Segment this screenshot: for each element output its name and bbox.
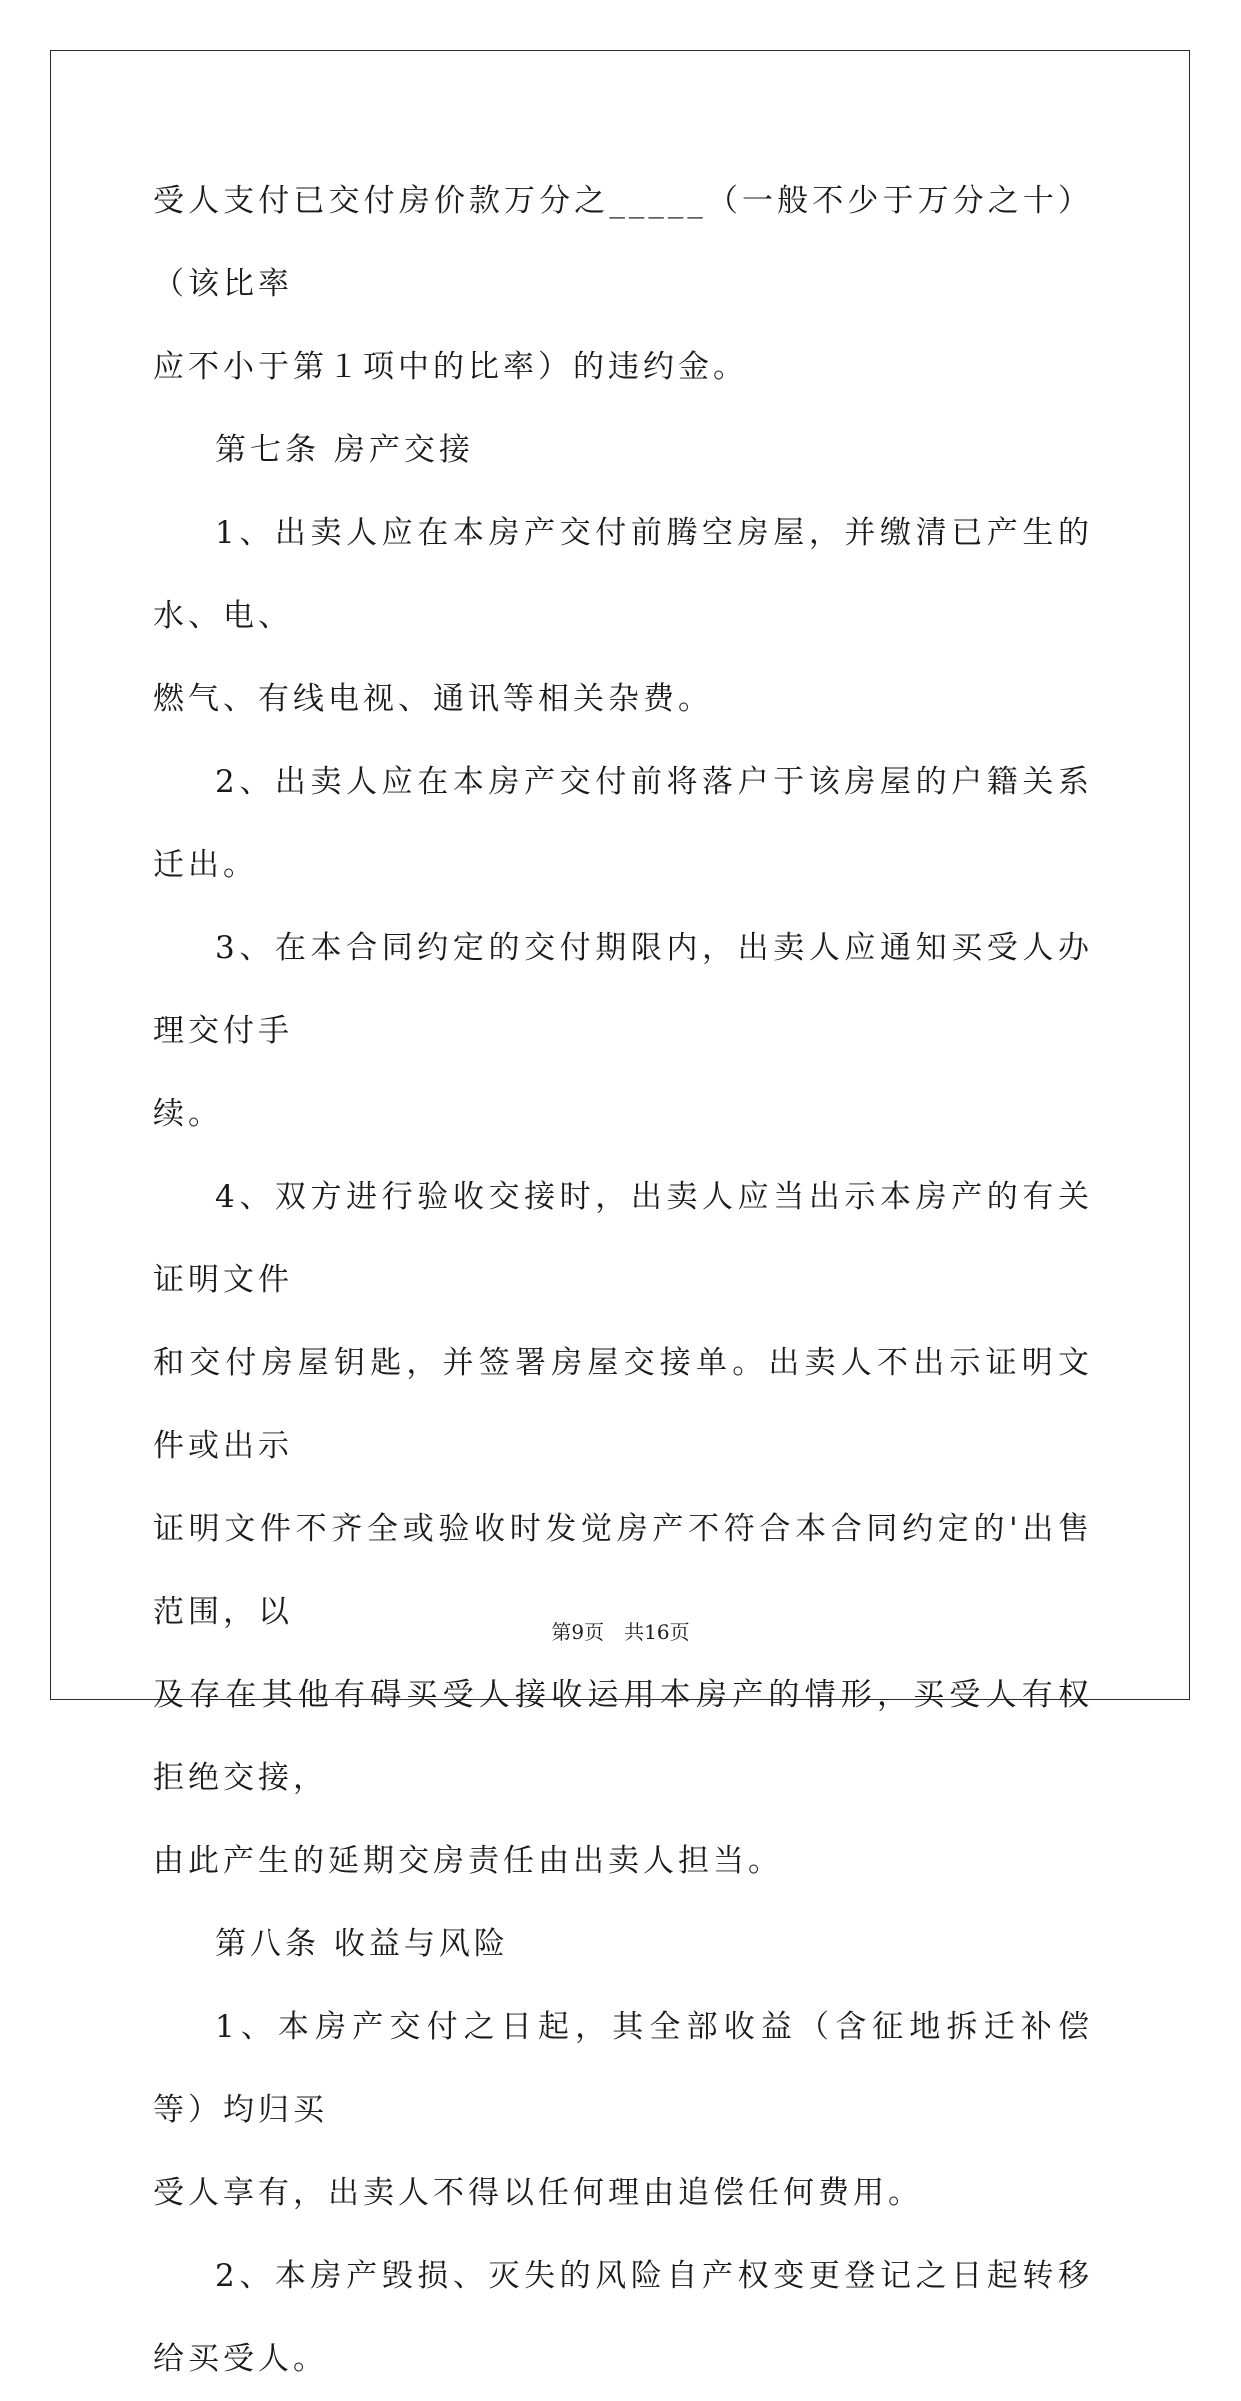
text-line: 证明文件不齐全或验收时发觉房产不符合本合同约定的'出售范围，以 [153,1511,1093,1630]
text-line: 1、本房产交付之日起，其全部收益（含征地拆迁补偿等）均归买 [153,2009,1093,2128]
page-number-footer: 第9页 共16页 [551,1620,690,1644]
text-line: 1、出卖人应在本房产交付前腾空房屋，并缴清已产生的水、电、 [153,515,1093,634]
text-line: 由此产生的延期交房责任由出卖人担当。 [153,1843,783,1879]
text-line: 燃气、有线电视、通讯等相关杂费。 [153,681,713,717]
text-line: 及存在其他有碍买受人接收运用本房产的情形，买受人有权拒绝交接， [153,1677,1093,1796]
text-line: 和交付房屋钥匙，并签署房屋交接单。出卖人不出示证明文件或出示 [153,1345,1093,1464]
text-line: 受人支付已交付房价款万分之_____（一般不少于万分之十）（该比率 [153,183,1093,302]
section-heading: 第八条 收益与风险 [215,1926,509,1962]
text-line: 2、本房产毁损、灭失的风险自产权变更登记之日起转移给买受人。 [153,2258,1093,2377]
text-line: 2、出卖人应在本房产交付前将落户于该房屋的户籍关系迁出。 [153,764,1093,883]
text-line: 4、双方进行验收交接时，出卖人应当出示本房产的有关证明文件 [153,1179,1093,1298]
text-line: 受人享有，出卖人不得以任何理由追偿任何费用。 [153,2175,923,2211]
document-body [153,160,1093,2401]
text-line: 续。 [153,1096,223,1132]
text-line: 应不小于第１项中的比率）的违约金。 [153,349,748,385]
section-heading: 第七条 房产交接 [215,432,474,468]
text-line: 3、在本合同约定的交付期限内，出卖人应通知买受人办理交付手 [153,930,1093,1049]
